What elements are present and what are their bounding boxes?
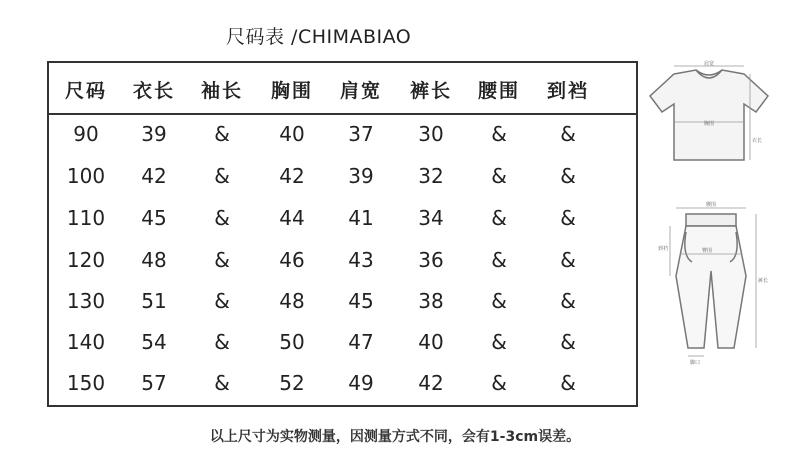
column-header: 胸围 xyxy=(270,80,313,102)
column-header: 到裆 xyxy=(546,80,589,102)
pants-label-hip: 臀围 xyxy=(702,248,713,254)
table-cell: 42 xyxy=(279,164,305,188)
table-cell: 120 xyxy=(66,248,106,272)
table-cell: & xyxy=(560,371,576,395)
table-cell: 57 xyxy=(141,371,167,395)
pants-label-hem: 脚口 xyxy=(690,360,701,366)
table-cell: 90 xyxy=(73,122,99,146)
column-header: 袖长 xyxy=(200,80,243,102)
table-cell: & xyxy=(214,289,230,313)
table-cell: & xyxy=(214,164,230,188)
column-header: 衣长 xyxy=(132,80,175,102)
table-cell: 46 xyxy=(279,248,305,272)
measurement-note: 以上尺寸为实物测量，因测量方式不同，会有1-3cm误差。 xyxy=(209,429,581,445)
pants-label-crotch: 到裆 xyxy=(658,246,669,252)
table-cell: & xyxy=(491,289,507,313)
shirt-label-chest: 胸围 xyxy=(704,121,715,127)
table-cell: & xyxy=(214,248,230,272)
table-cell: & xyxy=(214,206,230,230)
table-cell: 49 xyxy=(348,371,374,395)
header-divider xyxy=(49,113,636,115)
table-cell: 43 xyxy=(348,248,374,272)
table-cell: 52 xyxy=(279,371,305,395)
table-cell: 110 xyxy=(66,206,106,230)
pants-icon xyxy=(676,214,746,348)
table-cell: 100 xyxy=(66,164,106,188)
table-cell: 44 xyxy=(279,206,305,230)
table-cell: 41 xyxy=(348,206,374,230)
pants-label-waist: 腰围 xyxy=(706,202,717,208)
table-cell: 48 xyxy=(279,289,305,313)
table-cell: 40 xyxy=(418,330,444,354)
table-cell: & xyxy=(560,122,576,146)
shirt-label-shoulder: 肩宽 xyxy=(704,61,715,67)
table-cell: 30 xyxy=(418,122,444,146)
column-header: 肩宽 xyxy=(339,80,382,102)
table-cell: 45 xyxy=(348,289,374,313)
pants-label-length: 裤长 xyxy=(758,278,769,284)
garment-diagram xyxy=(646,61,776,386)
page-title: 尺码表 /CHIMABIAO xyxy=(226,26,412,48)
table-cell: & xyxy=(560,164,576,188)
table-cell: 36 xyxy=(418,248,444,272)
table-cell: 34 xyxy=(418,206,444,230)
table-cell: 140 xyxy=(66,330,106,354)
table-cell: 47 xyxy=(348,330,374,354)
table-cell: 40 xyxy=(279,122,305,146)
table-cell: 39 xyxy=(348,164,374,188)
table-cell: 39 xyxy=(141,122,167,146)
table-cell: & xyxy=(491,330,507,354)
size-table xyxy=(47,61,638,407)
table-cell: 48 xyxy=(141,248,167,272)
table-cell: & xyxy=(214,122,230,146)
table-cell: & xyxy=(214,371,230,395)
table-cell: 32 xyxy=(418,164,444,188)
table-cell: 54 xyxy=(141,330,167,354)
table-cell: 150 xyxy=(66,371,106,395)
table-cell: & xyxy=(491,122,507,146)
table-cell: 42 xyxy=(418,371,444,395)
table-cell: 51 xyxy=(141,289,167,313)
table-cell: 37 xyxy=(348,122,374,146)
column-header: 尺码 xyxy=(64,80,107,102)
table-cell: 50 xyxy=(279,330,305,354)
table-cell: & xyxy=(491,248,507,272)
table-cell: 45 xyxy=(141,206,167,230)
column-header: 腰围 xyxy=(477,80,520,102)
table-cell: & xyxy=(491,371,507,395)
table-cell: & xyxy=(560,289,576,313)
table-cell: 130 xyxy=(66,289,106,313)
table-cell: & xyxy=(491,164,507,188)
shirt-label-length: 衣长 xyxy=(752,138,763,144)
table-cell: 38 xyxy=(418,289,444,313)
table-cell: & xyxy=(214,330,230,354)
table-cell: & xyxy=(491,206,507,230)
table-cell: & xyxy=(560,206,576,230)
table-cell: & xyxy=(560,248,576,272)
table-cell: 42 xyxy=(141,164,167,188)
column-header: 裤长 xyxy=(409,80,452,102)
table-cell: & xyxy=(560,330,576,354)
